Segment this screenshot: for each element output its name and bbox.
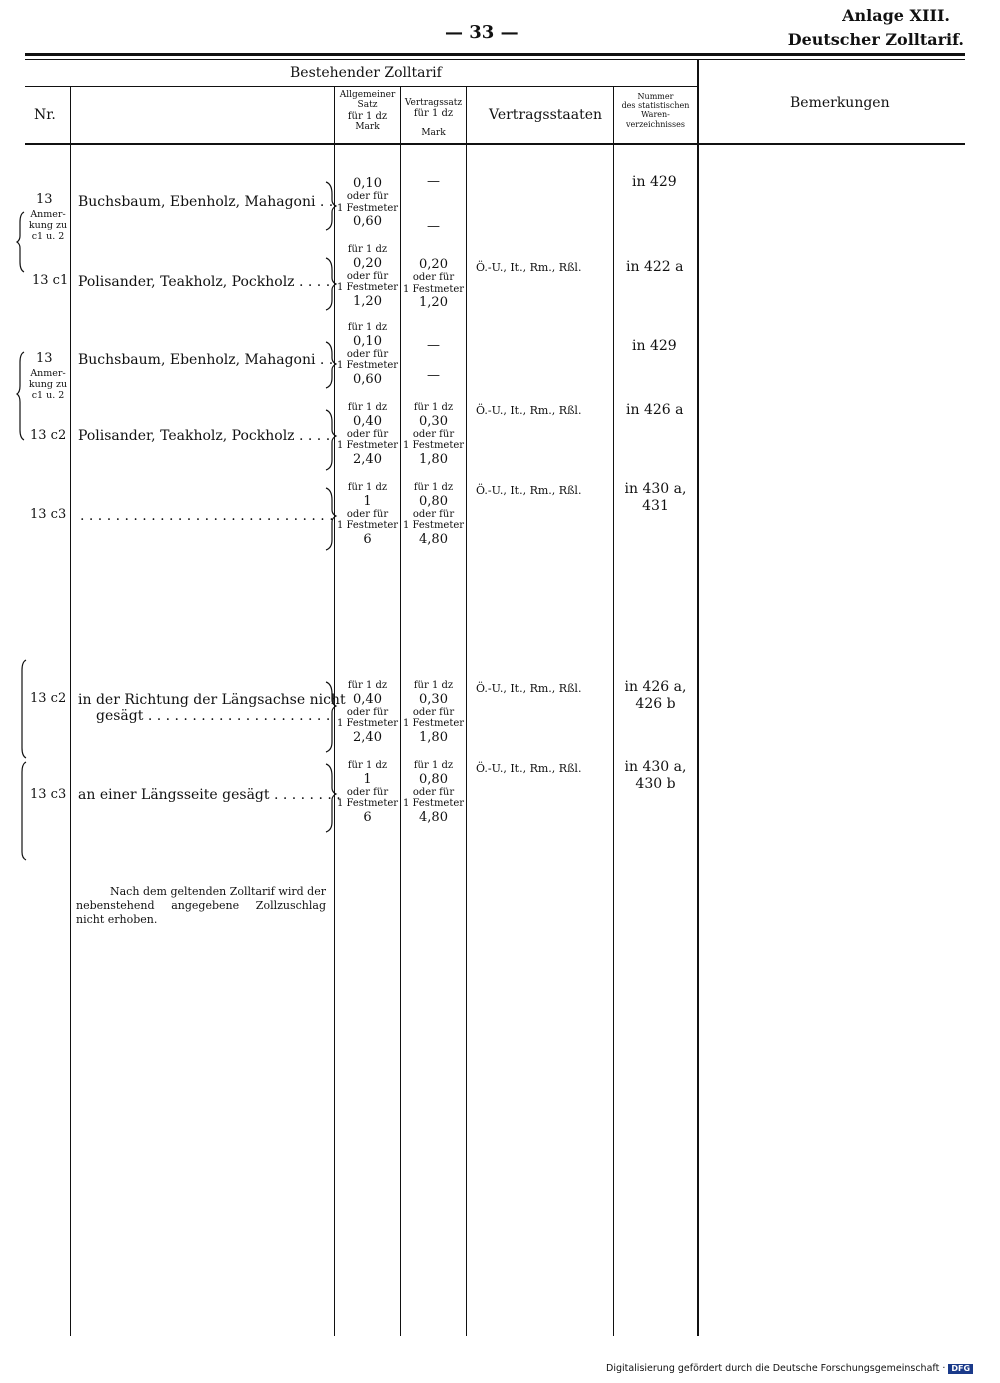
col-header-nr: Nr. (34, 107, 56, 123)
row5-nr: 13 c3 (30, 507, 67, 522)
row1-vertrag: — — (427, 174, 440, 235)
row5-statnr: in 430 a, 431 (624, 481, 687, 514)
brace-desc-6 (326, 682, 336, 752)
row3-vertrag: — — (427, 338, 440, 384)
row1-allgemein: 0,10 oder für 1 Festmeter 0,60 (336, 176, 399, 230)
row6-description: in der Richtung der Längsachse nicht gesägt . . . . . . . . . . . . . . . . . . . . . (78, 692, 346, 725)
row4-vertrag: für 1 dz 0,30 oder für 1 Festmeter 1,80 (402, 402, 465, 467)
row6-allgemein: für 1 dz 0,40 oder für 1 Festmeter 2,40 (336, 680, 399, 745)
row3-allgemein: für 1 dz 0,10 oder für 1 Festmeter 0,60 (336, 322, 399, 387)
row4-staaten: Ö.-U., It., Rm., Rßl. (476, 404, 582, 417)
col-header-vertrag: Vertragssatz für 1 dz Mark (404, 98, 463, 138)
row4-description: Polisander, Teakholz, Pockholz . . . . (78, 428, 331, 444)
row3-statnr: in 429 (632, 338, 677, 354)
row2-description: Polisander, Teakholz, Pockholz . . . . (78, 274, 331, 290)
row1-description: Buchsbaum, Ebenholz, Mahagoni . . (78, 194, 334, 210)
brace-nr-4 (22, 762, 26, 860)
row6-nr: 13 c2 (30, 691, 67, 706)
brace-desc-3 (326, 342, 336, 388)
row7-description: an einer Längsseite gesägt . . . . . . . . (78, 787, 341, 803)
document-title: Deutscher Zolltarif. (787, 30, 964, 49)
brace-desc-7 (326, 764, 336, 832)
row2-vertrag: 0,20 oder für 1 Festmeter 1,20 (402, 257, 465, 311)
row4-nr: 13 c2 (30, 428, 67, 443)
row7-staaten: Ö.-U., It., Rm., Rßl. (476, 762, 582, 775)
row2-staaten: Ö.-U., It., Rm., Rßl. (476, 261, 582, 274)
row2-allgemein: für 1 dz 0,20 oder für 1 Festmeter 1,20 (336, 244, 399, 309)
row4-statnr: in 426 a (626, 402, 684, 418)
row7-statnr: in 430 a, 430 b (624, 759, 687, 792)
row6-vertrag: für 1 dz 0,30 oder für 1 Festmeter 1,80 (402, 680, 465, 745)
row5-description: . . . . . . . . . . . . . . . . . . . . . . . . . . . . . (80, 508, 334, 524)
brace-desc-2 (326, 258, 336, 310)
brace-nr-1 (17, 212, 24, 272)
row1-note: Anmer- kung zu c1 u. 2 (28, 209, 68, 242)
col-header-allgemein: Allgemeiner Satz für 1 dz Mark (339, 90, 396, 133)
footer-text: Digitalisierung gefördert durch die Deutsche Forschungsgemeinschaft · (606, 1363, 946, 1374)
row6-statnr: in 426 a, 426 b (624, 679, 687, 712)
row7-vertrag: für 1 dz 0,80 oder für 1 Festmeter 4,80 (402, 760, 465, 825)
page-number: — 33 — (445, 22, 519, 43)
row7-allgemein: für 1 dz 1 oder für 1 Festmeter 6 (336, 760, 399, 825)
row1-statnr: in 429 (632, 174, 677, 190)
row2-statnr: in 422 a (626, 259, 684, 275)
group-title: Bestehender Zolltarif (290, 65, 442, 81)
brace-desc-5 (326, 488, 336, 550)
brace-nr-2 (17, 352, 24, 440)
col-header-bemerkungen: Bemerkungen (790, 95, 890, 111)
row3-note: Anmer- kung zu c1 u. 2 (28, 368, 68, 401)
row3-description: Buchsbaum, Ebenholz, Mahagoni . . (78, 352, 334, 368)
row4-allgemein: für 1 dz 0,40 oder für 1 Festmeter 2,40 (336, 402, 399, 467)
row5-allgemein: für 1 dz 1 oder für 1 Festmeter 6 (336, 482, 399, 547)
brace-desc-1 (326, 182, 336, 230)
row2-nr: 13 c1 (32, 273, 69, 288)
col-header-staaten: Vertragsstaaten (489, 107, 603, 123)
remark-note: Nach dem geltenden Zolltarif wird der nebenstehend angegebene Zollzuschlag nicht erhoben. (76, 885, 326, 926)
row5-staaten: Ö.-U., It., Rm., Rßl. (476, 484, 582, 497)
row5-vertrag: für 1 dz 0,80 oder für 1 Festmeter 4,80 (402, 482, 465, 547)
row7-nr: 13 c3 (30, 787, 67, 802)
footer-credit (606, 1364, 973, 1374)
col-header-statnr: Nummer des statistischen Waren- verzeichnisses (621, 92, 690, 129)
dfg-logo: DFG (948, 1364, 973, 1374)
brace-nr-3 (22, 660, 26, 758)
annex-label: Anlage XIII. (842, 6, 950, 25)
row6-staaten: Ö.-U., It., Rm., Rßl. (476, 682, 582, 695)
brace-desc-4 (326, 410, 336, 470)
row1-nr: 13 (36, 192, 53, 207)
row3-nr: 13 (36, 351, 53, 366)
